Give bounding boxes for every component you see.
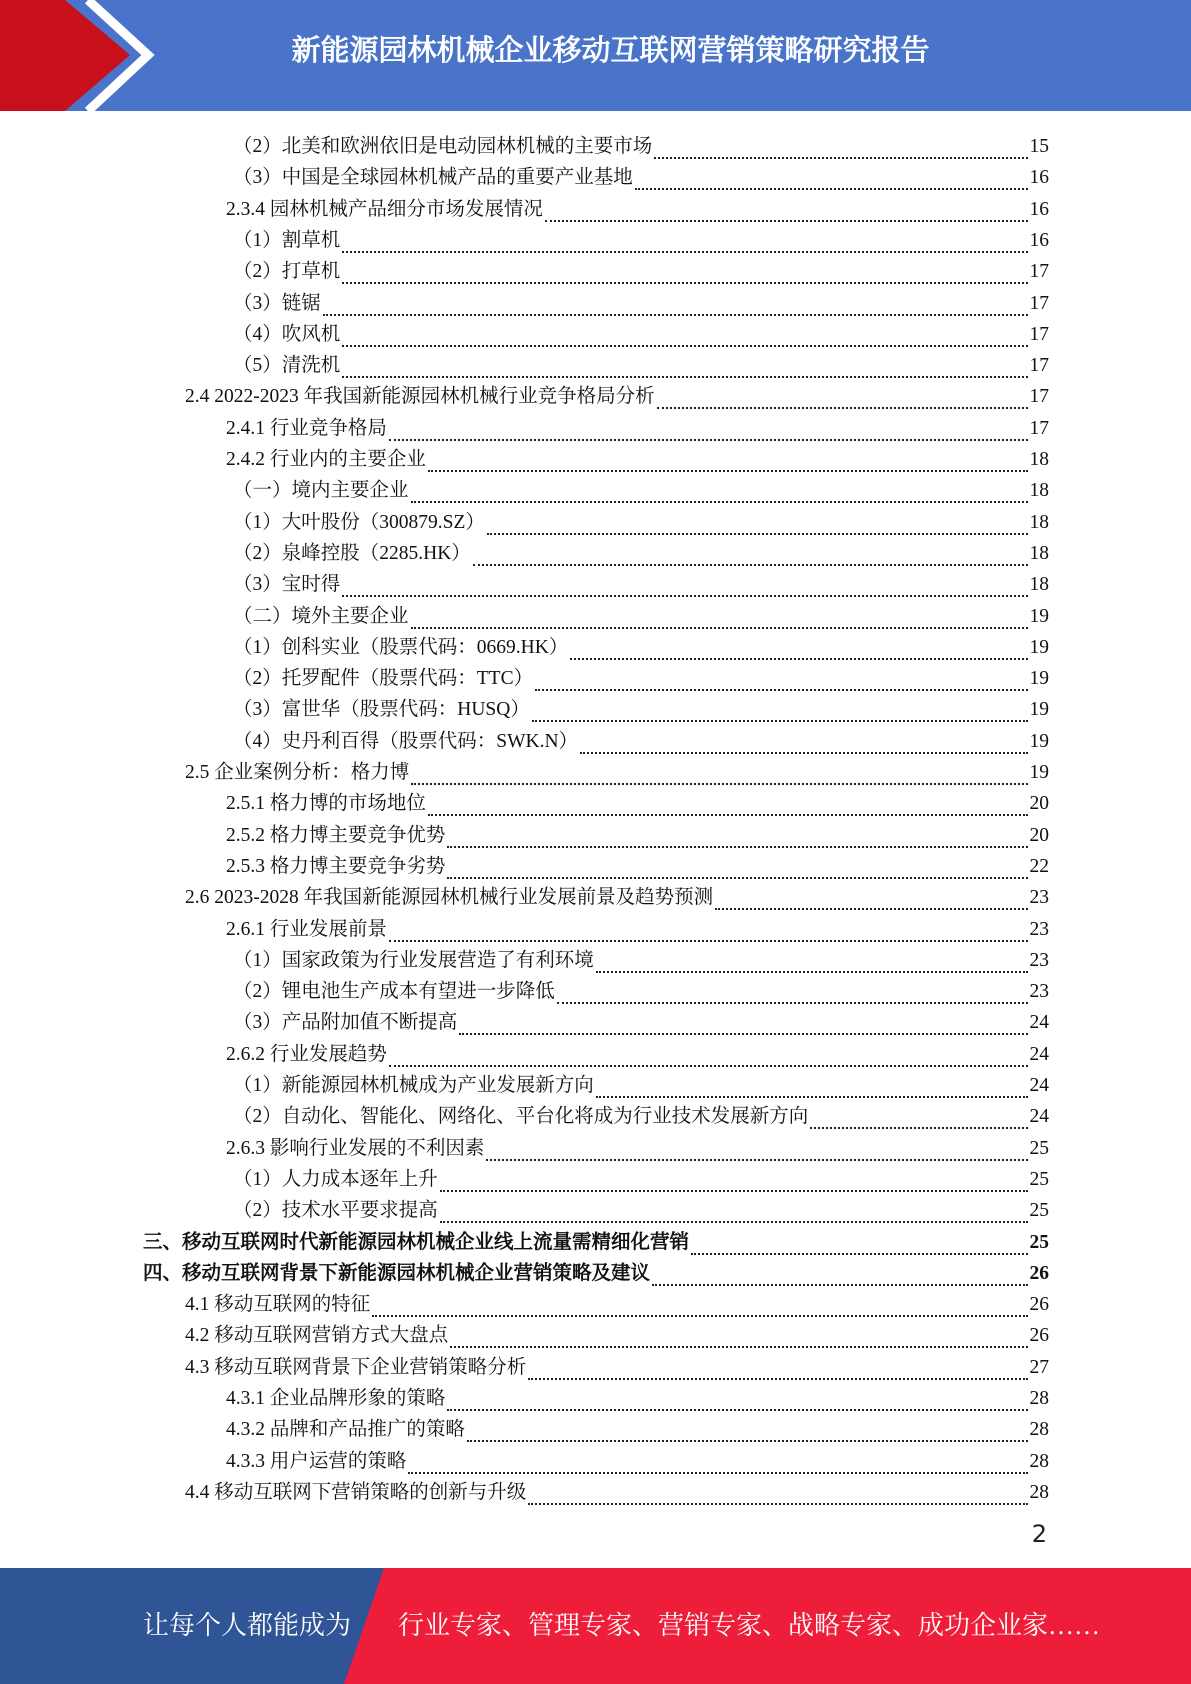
toc-entry-page: 18	[1029, 574, 1049, 596]
toc-entry-label: 4.3.2 品牌和产品推广的策略	[226, 1419, 465, 1441]
toc-entry-page: 23	[1029, 887, 1049, 909]
toc-entry-label: （1）创科实业（股票代码：0669.HK）	[233, 636, 569, 658]
toc-entry-page: 23	[1029, 949, 1049, 971]
toc-entry[interactable]	[233, 535, 1049, 566]
toc-entry-page: 18	[1029, 480, 1049, 502]
toc-dot-leader	[408, 1454, 1027, 1474]
toc-dot-leader	[528, 1485, 1027, 1505]
toc-entry-label: 四、移动互联网背景下新能源园林机械企业营销策略及建议	[143, 1262, 651, 1284]
toc-entry-label: （二）境外主要企业	[233, 605, 409, 627]
toc-entry[interactable]	[185, 1317, 1049, 1348]
toc-entry-label: 2.6.1 行业发展前景	[226, 918, 387, 940]
toc-entry-page: 19	[1029, 762, 1049, 783]
toc-entry-page: 28	[1029, 1419, 1049, 1441]
toc-dot-leader	[342, 233, 1027, 253]
toc-dot-leader	[389, 421, 1028, 441]
toc-dot-leader	[428, 796, 1028, 816]
toc-entry-page: 25	[1029, 1137, 1049, 1159]
toc-entry-label: （3）宝时得	[233, 574, 341, 596]
toc-entry-label: 2.6.2 行业发展趋势	[226, 1043, 387, 1065]
toc-dot-leader	[810, 1109, 1027, 1129]
toc-entry-page: 28	[1029, 1388, 1049, 1409]
toc-entry[interactable]	[226, 1443, 1049, 1474]
toc-entry[interactable]	[226, 785, 1049, 816]
toc-entry-label: 2.4.1 行业竞争格局	[226, 417, 387, 439]
toc-entry-page: 26	[1029, 1262, 1049, 1284]
toc-dot-leader	[342, 327, 1027, 347]
toc-entry-page: 15	[1029, 136, 1049, 157]
toc-entry-label: （3）中国是全球园林机械产品的重要产业基地	[233, 167, 633, 189]
toc-entry-page: 19	[1029, 699, 1049, 721]
toc-dot-leader	[372, 1297, 1027, 1317]
toc-dot-leader	[532, 702, 1028, 722]
toc-dot-leader	[557, 984, 1028, 1004]
toc-entry-page: 17	[1029, 386, 1049, 408]
toc-entry-page: 24	[1029, 1106, 1049, 1128]
toc-dot-leader	[323, 296, 1028, 316]
toc-entry-label: （4）吹风机	[233, 323, 341, 345]
toc-entry[interactable]	[233, 942, 1049, 973]
toc-entry[interactable]	[233, 253, 1049, 284]
toc-entry-label: （一）境内主要企业	[233, 480, 409, 502]
toc-entry[interactable]	[233, 159, 1049, 190]
toc-dot-leader	[570, 640, 1027, 660]
toc-entry-page: 27	[1029, 1356, 1049, 1378]
toc-entry-label: 2.5.2 格力博主要竞争优势	[226, 824, 446, 846]
toc-dot-leader	[447, 1391, 1027, 1411]
toc-entry-page: 26	[1029, 1325, 1049, 1347]
toc-entry-page: 22	[1029, 855, 1049, 877]
toc-entry[interactable]	[185, 879, 1049, 910]
toc-entry-page: 24	[1029, 1012, 1049, 1034]
toc-entry-page: 28	[1029, 1481, 1049, 1503]
toc-entry-page: 28	[1029, 1450, 1049, 1472]
toc-dot-leader	[596, 953, 1028, 973]
page-header	[0, 0, 1191, 111]
toc-entry[interactable]	[233, 598, 1049, 629]
toc-entry-label: （2）技术水平要求提高	[233, 1200, 438, 1222]
toc-entry-label: 2.6 2023-2028 年我国新能源园林机械行业发展前景及趋势预测	[185, 887, 714, 909]
toc-entry-page: 23	[1029, 918, 1049, 940]
toc-dot-leader	[411, 765, 1027, 785]
toc-entry[interactable]	[226, 817, 1049, 848]
toc-entry[interactable]	[226, 848, 1049, 879]
toc-entry-label: （3）富世华（股票代码：HUSQ）	[233, 699, 530, 721]
toc-entry-label: 4.3.1 企业品牌形象的策略	[226, 1388, 446, 1409]
toc-entry-page: 20	[1029, 793, 1049, 815]
toc-entry-page: 24	[1029, 1075, 1049, 1096]
toc-entry-label: 2.5.3 格力博主要竞争劣势	[226, 855, 446, 877]
toc-entry-page: 25	[1029, 1168, 1049, 1190]
toc-entry-label: 2.3.4 园林机械产品细分市场发展情况	[226, 198, 543, 220]
toc-entry[interactable]	[185, 1474, 1049, 1505]
toc-entry[interactable]	[233, 1067, 1049, 1098]
toc-entry[interactable]	[226, 191, 1049, 222]
toc-entry[interactable]	[233, 285, 1049, 316]
toc-entry[interactable]	[185, 378, 1049, 409]
toc-entry-label: （2）托罗配件（股票代码：TTC）	[233, 668, 534, 690]
toc-dot-leader	[652, 1266, 1027, 1286]
toc-entry-page: 16	[1029, 167, 1049, 189]
toc-dot-leader	[654, 139, 1027, 159]
toc-entry-page: 24	[1029, 1043, 1049, 1065]
toc-entry-label: （1）大叶股份（300879.SZ）	[233, 511, 485, 533]
toc-entry[interactable]	[233, 723, 1049, 754]
toc-entry[interactable]	[233, 566, 1049, 597]
toc-entry[interactable]	[185, 754, 1049, 785]
toc-entry-label: （5）清洗机	[233, 355, 341, 377]
toc-dot-leader	[411, 483, 1028, 503]
toc-entry-label: （3）链锯	[233, 292, 321, 314]
toc-entry-page: 25	[1029, 1200, 1049, 1222]
toc-entry[interactable]	[143, 1224, 1049, 1255]
toc-dot-leader	[535, 671, 1027, 691]
toc-entry[interactable]	[226, 1036, 1049, 1067]
toc-entry-page: 19	[1029, 605, 1049, 627]
toc-dot-leader	[486, 1141, 1027, 1161]
toc-entry-page: 17	[1029, 292, 1049, 314]
toc-dot-leader	[342, 264, 1027, 284]
toc-entry[interactable]	[233, 504, 1049, 535]
toc-entry-label: 4.1 移动互联网的特征	[185, 1294, 371, 1316]
toc-entry-page: 18	[1029, 542, 1049, 564]
toc-entry[interactable]	[233, 222, 1049, 253]
toc-dot-leader	[342, 577, 1027, 597]
toc-entry-label: （2）泉峰控股（2285.HK）	[233, 542, 471, 564]
toc-entry-label: 4.3.3 用户运营的策略	[226, 1450, 407, 1472]
toc-entry[interactable]	[226, 1411, 1049, 1442]
toc-dot-leader	[545, 202, 1028, 222]
toc-entry[interactable]	[226, 441, 1049, 472]
toc-entry-label: 2.4.2 行业内的主要企业	[226, 449, 426, 470]
toc-dot-leader	[428, 452, 1028, 472]
toc-entry[interactable]	[233, 973, 1049, 1004]
toc-entry-label: （3）产品附加值不断提高	[233, 1012, 458, 1034]
toc-dot-leader	[467, 1422, 1028, 1442]
toc-entry-page: 18	[1029, 449, 1049, 470]
toc-entry-page: 16	[1029, 198, 1049, 220]
toc-dot-leader	[459, 1015, 1027, 1035]
toc-entry[interactable]	[233, 1161, 1049, 1192]
toc-entry[interactable]	[233, 1192, 1049, 1223]
toc-entry[interactable]	[226, 911, 1049, 942]
footer-slogan-left: 让每个人都能成为	[143, 1611, 352, 1640]
toc-entry-label: 2.5 企业案例分析：格力博	[185, 762, 410, 783]
footer-slogan-right: 行业专家、管理专家、营销专家、战略专家、成功企业家……	[398, 1611, 1101, 1640]
header-title: 新能源园林机械企业移动互联网营销策略研究报告	[291, 33, 930, 67]
toc-entry-page: 19	[1029, 636, 1049, 658]
toc-entry-page: 18	[1029, 511, 1049, 533]
toc-entry-page: 20	[1029, 824, 1049, 846]
toc-entry-page: 19	[1029, 668, 1049, 690]
toc-dot-leader	[715, 890, 1027, 910]
toc-dot-leader	[447, 828, 1027, 848]
toc-entry[interactable]	[143, 1255, 1049, 1286]
toc-entry-label: 4.2 移动互联网营销方式大盘点	[185, 1325, 449, 1347]
toc-entry-label: （1）割草机	[233, 229, 341, 251]
toc-entry-page: 25	[1029, 1231, 1049, 1253]
toc-entry[interactable]	[233, 1004, 1049, 1035]
page-number: 2	[1031, 1520, 1047, 1548]
toc-dot-leader	[389, 1047, 1028, 1067]
toc-entry[interactable]	[233, 472, 1049, 503]
toc-entry-label: （2）自动化、智能化、网络化、平台化将成为行业技术发展新方向	[233, 1106, 809, 1128]
toc-dot-leader	[691, 1235, 1027, 1255]
toc-entry-label: 2.6.3 影响行业发展的不利因素	[226, 1137, 485, 1159]
toc-entry-page: 17	[1029, 417, 1049, 439]
toc-dot-leader	[440, 1203, 1028, 1223]
toc-entry-label: 三、移动互联网时代新能源园林机械企业线上流量需精细化营销	[143, 1231, 690, 1253]
toc-entry-label: （2）北美和欧洲依旧是电动园林机械的主要市场	[233, 136, 653, 157]
toc-entry[interactable]	[233, 691, 1049, 722]
toc-entry[interactable]	[226, 1130, 1049, 1161]
toc-entry[interactable]	[233, 629, 1049, 660]
toc-entry-page: 19	[1029, 730, 1049, 752]
toc-entry-label: （2）打草机	[233, 261, 341, 283]
toc-entry[interactable]	[226, 410, 1049, 441]
toc-entry[interactable]	[233, 347, 1049, 378]
toc-entry[interactable]	[233, 660, 1049, 691]
toc-entry-label: 4.3 移动互联网背景下企业营销策略分析	[185, 1356, 527, 1378]
toc-dot-leader	[450, 1328, 1027, 1348]
toc-entry[interactable]	[233, 1098, 1049, 1129]
toc-dot-leader	[487, 515, 1028, 535]
toc-entry-label: 2.5.1 格力博的市场地位	[226, 793, 426, 815]
toc-dot-leader	[389, 922, 1028, 942]
toc-entry-label: 4.4 移动互联网下营销策略的创新与升级	[185, 1481, 527, 1503]
toc-dot-leader	[657, 389, 1028, 409]
page-footer	[0, 1568, 1191, 1684]
toc-dot-leader	[473, 546, 1028, 566]
toc-entry-label: （1）新能源园林机械成为产业发展新方向	[233, 1075, 594, 1096]
toc-entry-page: 26	[1029, 1294, 1049, 1316]
toc-dot-leader	[447, 859, 1027, 879]
toc-dot-leader	[342, 358, 1027, 378]
toc-entry-page: 17	[1029, 323, 1049, 345]
toc-entry-page: 23	[1029, 981, 1049, 1003]
toc-dot-leader	[440, 1172, 1028, 1192]
toc-entry[interactable]	[226, 1380, 1049, 1411]
toc-entry-page: 17	[1029, 355, 1049, 377]
toc-entry-label: （4）史丹利百得（股票代码：SWK.N）	[233, 730, 579, 752]
toc-entry-label: 2.4 2022-2023 年我国新能源园林机械行业竞争格局分析	[185, 386, 655, 408]
toc-dot-leader	[596, 1078, 1028, 1098]
toc-entry-label: （1）国家政策为行业发展营造了有利环境	[233, 949, 594, 971]
toc-entry[interactable]	[233, 128, 1049, 159]
toc-dot-leader	[528, 1360, 1027, 1380]
toc-dot-leader	[580, 734, 1027, 754]
toc-entry-page: 16	[1029, 229, 1049, 251]
toc-entry-page: 17	[1029, 261, 1049, 283]
toc-dot-leader	[411, 609, 1028, 629]
toc-entry[interactable]	[233, 316, 1049, 347]
toc-entry[interactable]	[185, 1286, 1049, 1317]
toc-dot-leader	[635, 170, 1028, 190]
toc-entry-label: （1）人力成本逐年上升	[233, 1168, 438, 1190]
toc-entry-label: （2）锂电池生产成本有望进一步降低	[233, 981, 555, 1003]
toc-entry[interactable]	[185, 1349, 1049, 1380]
